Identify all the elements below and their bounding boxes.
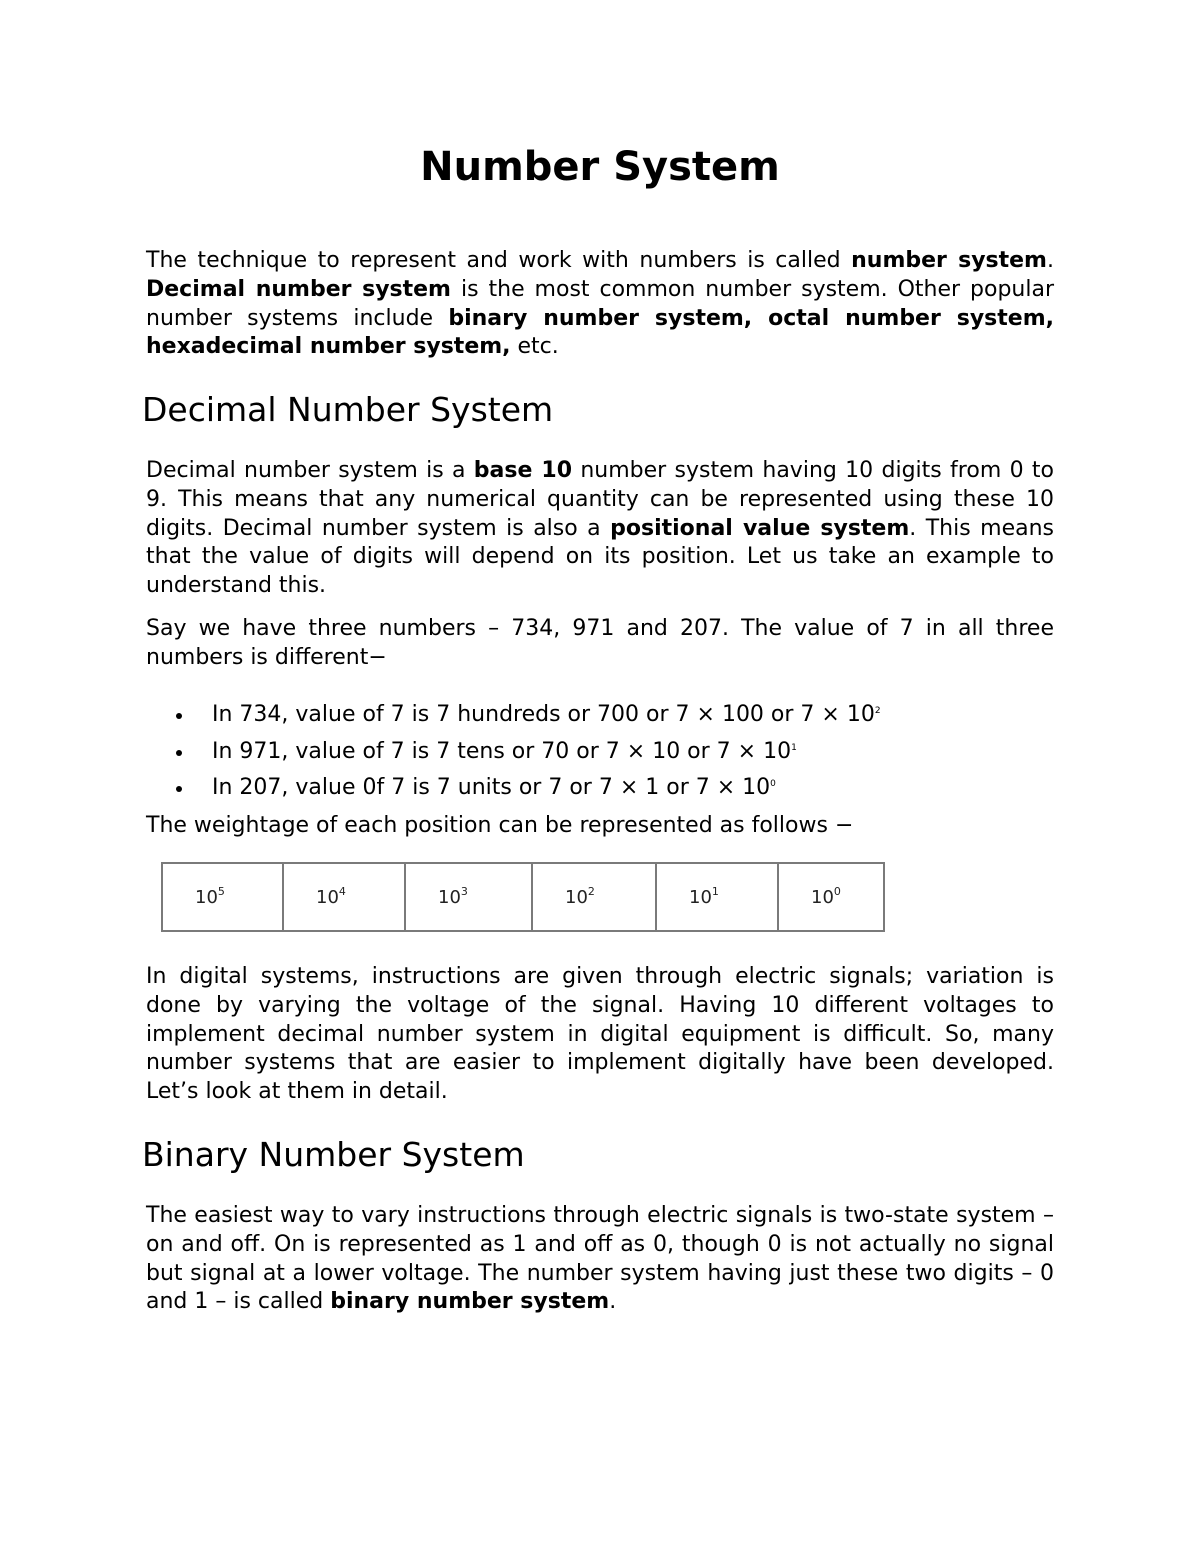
weight-base: 10 — [689, 886, 712, 908]
value-example-list — [146, 700, 1054, 810]
weight-cell — [405, 863, 532, 931]
binary-p1-text-1: The easiest way to vary instructions through electric signals is two-state system – on and off. On is represented as 1 and off as 0, though 0 is not actually no signal but signal at a lower voltage. The number system having just these two digits – 0 and 1 – is called — [146, 1203, 1054, 1315]
intro-text-3: is the most common number system. Other popular number systems include — [146, 276, 1054, 331]
list-item-text: In 734, value of 7 is 7 hundreds or 700 or 7 × 100 or 7 × 10 — [212, 702, 875, 727]
decimal-p1-text-1: Decimal number system is a — [146, 458, 474, 483]
intro-text-4: etc. — [510, 334, 559, 360]
decimal-paragraph-2: Say we have three numbers – 734, 971 and 207. The value of 7 in all three numbers is different− — [146, 616, 1054, 670]
intro-text-1: The technique to represent and work with numbers is called — [146, 248, 852, 273]
bullet-icon — [176, 786, 182, 792]
weight-exponent: 4 — [338, 884, 346, 898]
intro-paragraph — [146, 247, 1054, 362]
intro-text-2: . — [1047, 248, 1054, 273]
decimal-paragraph-1 — [146, 457, 1054, 601]
weight-cell — [532, 863, 656, 931]
list-item — [146, 700, 1054, 737]
binary-p1-bold-1: binary number system — [330, 1289, 610, 1315]
decimal-p1-bold-1: base 10 — [473, 458, 573, 483]
weight-cell — [283, 863, 405, 931]
list-item-exponent: 0 — [770, 779, 776, 789]
position-weight-table — [161, 862, 885, 932]
decimal-p1-text-2: number system having 10 digits from 0 to 9. This means that any numerical quantity can be represented using these 10 digits. Decimal number system is also a — [146, 458, 1054, 541]
weight-base: 10 — [195, 886, 218, 908]
binary-paragraph-1 — [146, 1202, 1054, 1317]
weight-cell — [778, 863, 884, 931]
table-row — [162, 863, 884, 931]
list-item-exponent: 2 — [874, 706, 881, 716]
list-item-text: In 971, value of 7 is 7 tens or 70 or 7 × 10 or 7 × 10 — [212, 738, 792, 764]
weight-base: 10 — [316, 886, 339, 908]
binary-p1-text-2: . — [609, 1289, 617, 1315]
page-title: Number System — [420, 144, 780, 190]
list-item — [146, 737, 1054, 774]
decimal-heading: Decimal Number System — [142, 390, 554, 429]
decimal-p1-text-3: . This means that the value of digits will depend on its position. Let us take an example to understand this. — [146, 515, 1054, 599]
decimal-paragraph-4: In digital systems, instructions are given through electric signals; variation is done by varying the voltage of the signal. Having 10 different voltages to implement decimal number system in digital equipment is difficult. So, many number systems that are easier to implement digitally have been developed. Let’s look at them in detail. — [146, 964, 1054, 1105]
intro-bold-1: number system — [851, 248, 1047, 273]
decimal-p1-bold-2: positional value system — [610, 515, 910, 541]
list-item-exponent: 1 — [791, 742, 797, 753]
weight-base: 10 — [565, 886, 588, 908]
intro-bold-3: binary number system, octal number system, hexadecimal number system, — [146, 305, 1054, 360]
intro-bold-2: Decimal number system — [146, 276, 451, 302]
bullet-icon — [176, 713, 182, 719]
bullet-icon — [176, 750, 182, 756]
weight-exponent: 3 — [460, 884, 468, 898]
list-item — [146, 773, 1054, 810]
weight-base: 10 — [438, 886, 461, 908]
weight-exponent: 0 — [833, 884, 841, 898]
weight-exponent: 2 — [587, 884, 595, 898]
weight-exponent: 5 — [217, 884, 225, 898]
weight-base: 10 — [811, 886, 834, 908]
weight-cell — [162, 863, 283, 931]
weight-exponent: 1 — [711, 884, 719, 898]
weight-cell — [656, 863, 778, 931]
decimal-paragraph-3: The weightage of each position can be represented as follows − — [146, 813, 854, 838]
binary-heading: Binary Number System — [142, 1135, 525, 1174]
list-item-text: In 207, value 0f 7 is 7 units or 7 or 7 × 1 or 7 × 10 — [212, 775, 771, 800]
